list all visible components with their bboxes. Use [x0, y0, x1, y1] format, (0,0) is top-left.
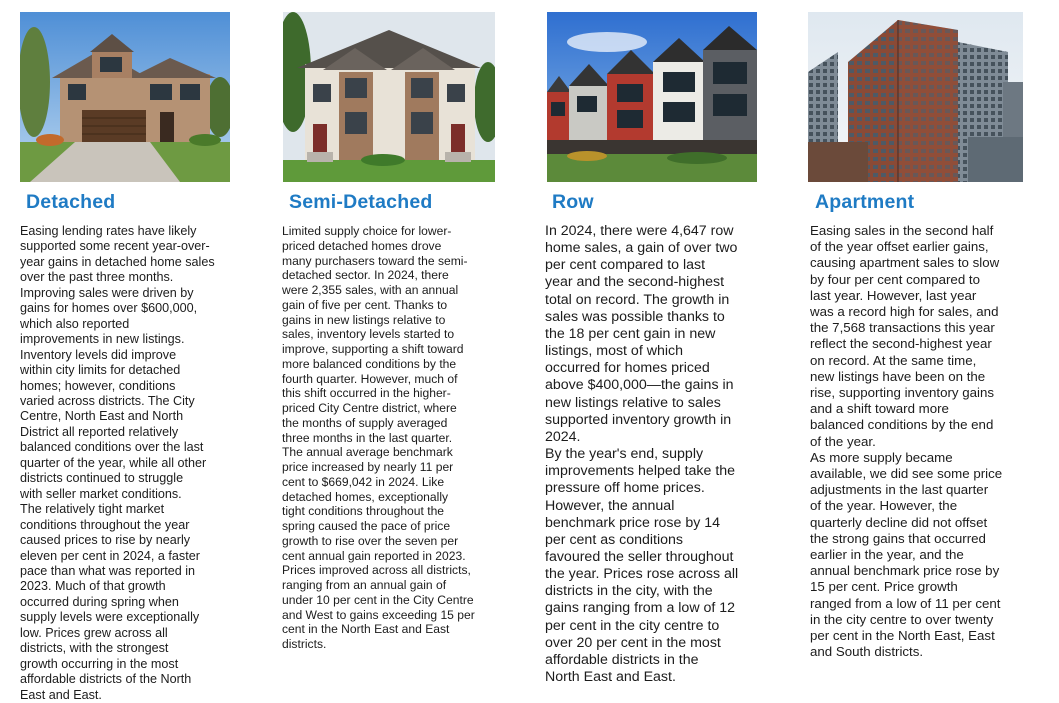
section-body: Limited supply choice for lower- priced detached homes drove many purchasers toward the semi- detached sector. In 2024, there were 2,355 sales, with an annual gain of five per cent. Thanks to gains in new listings relative to sales, inventory levels started to improve, supporting a shift toward more balanced conditions by the fourth quarter. However, much of this shift occurred in the higher- priced City Centre district, where the months of supply averaged three months in the last quarter. The annual average benchmark price increased by nearly 11 per cent to $669,042 in 2024. Like detached homes, exceptionally tight conditions throughout the spring caused the pace of price growth to rise over the seven per cent annual gain reported in 2023. Prices improved across all districts, ranging from an annual gain of under 10 per cent in the City Centre and West to gains exceeding 15 per cent in the North East and East districts.	[282, 224, 475, 651]
section-body: Easing lending rates have likely supported some recent year-over- year gains in detached home sales over the past three months. Improving sales were driven by gains for homes over $600,000, which also reported improvements in new listings. Inventory levels did improve within city limits for detached homes; however, conditions varied across districts. The City Centre, North East and North District all reported relatively balanced conditions over the last quarter of the year, while all other districts continued to struggle with seller market conditions. The relatively tight market conditions throughout the year caused prices to rise by nearly eleven per cent in 2024, a faster pace than what was reported in 2023. Much of that growth occurred during spring when supply levels were exceptionally low. Prices grew across all districts, with the strongest growth occurring in the most affordable districts of the North East and East.	[20, 224, 215, 702]
apartment-tower-photo	[808, 12, 1023, 182]
section-title: Row	[552, 191, 594, 213]
section-title: Apartment	[815, 191, 915, 213]
section-body: Easing sales in the second half of the year offset earlier gains, causing apartment sales to slow by four per cent compared to last year. However, last year was a record high for sales, and the 7,568 transactions this year reflect the second-highest year on record. At the same time, new listings have been on the rise, supporting inventory gains and a shift toward more balanced conditions by the end of the year. As more supply became available, we did see some price adjustments in the last quarter of the year. However, the quarterly decline did not offset the strong gains that occurred earlier in the year, and the annual benchmark price rose by 15 per cent. Price growth ranged from a low of 11 per cent in the city centre to over twenty per cent in the North East, East and South districts.	[810, 223, 1003, 660]
section-body: In 2024, there were 4,647 row home sales, a gain of over two per cent compared to last year and the second-highest total on record. The growth in sales was possible thanks to the 18 per cent gain in new listings, most of which occurred for homes priced above $400,000—the gains in new listings relative to sales supported inventory growth in 2024. By the year's end, supply improvements helped take the pressure off home prices. However, the annual benchmark price rose by 14 per cent as conditions favoured the seller throughout the year. Prices rose across all districts in the city, with the gains ranging from a low of 12 per cent in the city centre to over 20 per cent in the most affordable districts in the North East and East.	[545, 223, 739, 686]
section-title: Semi-Detached	[289, 191, 433, 213]
semi-detached-house-photo	[283, 12, 495, 182]
detached-house-photo	[20, 12, 230, 182]
section-title: Detached	[26, 191, 116, 213]
row-townhouses-photo	[547, 12, 757, 182]
